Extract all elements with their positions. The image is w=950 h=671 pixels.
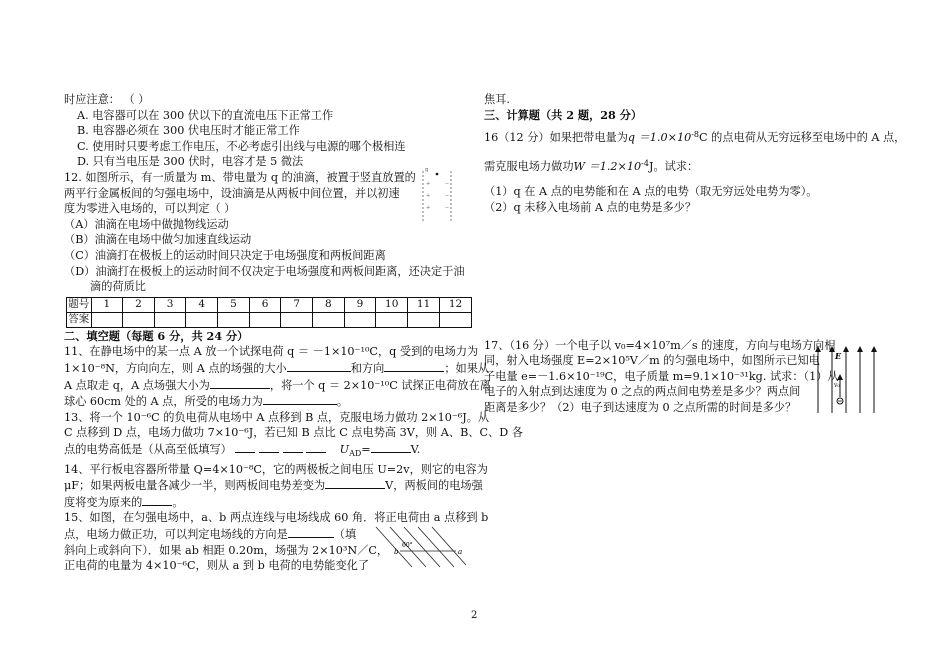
minus-sign: − — [445, 193, 450, 199]
minus-sign: − — [445, 205, 450, 211]
answer-cell[interactable] — [249, 312, 281, 327]
q14-text-a: μF；如果两板电量各减少一半，则两板间电势差变为 — [64, 479, 326, 493]
q13-blank-2[interactable] — [259, 441, 279, 453]
plus-sign: + — [426, 181, 431, 187]
q16-text-b: C 的点电荷从无穷远移至电场中的 A 点， — [699, 131, 906, 145]
q13-text-a: 点的电势高低是（从高至低填写） — [64, 442, 232, 456]
answer-cell[interactable] — [376, 312, 408, 327]
answer-cell[interactable] — [218, 312, 250, 327]
q14-line2 — [64, 477, 483, 494]
q12-option-d: （D）油滴打在极板上的运动时间不仅决定于电场强度和两板间距离，还决定于油 — [64, 264, 465, 278]
q11-text-g: 。 — [336, 395, 349, 409]
table-number-cell: 1 — [91, 297, 123, 312]
table-number-cell: 7 — [281, 297, 313, 312]
q16-line1 — [484, 127, 904, 146]
q16-part2: （2）q 未移入电场前 A 点的电势是多少？ — [484, 200, 697, 214]
answer-table-row-answers — [67, 312, 472, 327]
q15-text-a: 点，电场力做正功，可以判定电场线的方向是 — [64, 528, 288, 542]
q11-text-a: 1×10⁻⁸N，方向向左，则 A 点的场强的大小 — [64, 361, 287, 375]
q12-option-a: （A）油滴在电场中做抛物线运动 — [64, 217, 229, 231]
q11-line1: 11、在静电场中的某一点 A 放一个试探电荷 q ＝ －1×10⁻¹⁰C，q 受到的电场力为 — [64, 345, 479, 359]
q11-blank-force[interactable] — [263, 393, 337, 405]
q10-option-a: A. 电容器可以在 300 伏以下的直流电压下正常工作 — [77, 108, 334, 122]
q15-text-b: （填 — [333, 528, 357, 542]
q16-work-exp: -4 — [641, 158, 649, 168]
answer-cell[interactable] — [281, 312, 313, 327]
table-number-cell: 3 — [154, 297, 186, 312]
section3-title: 三、计算题（共 2 题，28 分） — [484, 107, 643, 122]
answer-cell[interactable] — [344, 312, 376, 327]
q17-line1: 17、（16 分）一个电子以 v₀=4×10⁷m／s 的速度，方向与电场方向相 — [484, 338, 836, 352]
answer-cell[interactable] — [408, 312, 440, 327]
table-header-answer: 答案 — [68, 313, 90, 326]
q12-option-b: （B）油滴在电场中做匀加速直线运动 — [64, 233, 252, 247]
q15-field-figure — [372, 525, 468, 569]
page-number: 2 — [471, 610, 478, 621]
angle-label: 60° — [402, 542, 413, 549]
q15-tail: 焦耳. — [484, 93, 510, 106]
q16-line2 — [484, 156, 904, 175]
q17-block — [484, 338, 839, 416]
q16-work: W ＝1.2×10 — [573, 159, 642, 173]
q16-part1: （1）q 在 A 点的电势能和在 A 点的电势（取无穷远处电势为零）。 — [484, 185, 818, 199]
q11-line4 — [64, 393, 472, 410]
table-number-cell: 9 — [344, 297, 376, 312]
field-line — [418, 527, 454, 567]
q12-plates-figure — [417, 165, 457, 223]
q15-line3: 斜向上或斜向下）．如果 ab 相距 0.20m，场强为 2×10³N／C， — [64, 543, 389, 557]
answer-table — [66, 297, 472, 328]
table-number-cell: 6 — [249, 297, 281, 312]
q14-line1: 14、平行板电容器所带量 Q=4×10⁻⁸C，它的两极板之间电压 U=2v，则它的电容为 — [64, 462, 488, 476]
q13-blank-uad[interactable] — [371, 441, 411, 453]
q15-blank-direction[interactable] — [288, 526, 334, 538]
plus-sign: + — [426, 205, 431, 211]
q17-line2: 同，射入电场强度 E=2×10⁵V／m 的匀强电场中，如图所示已知电 — [484, 354, 820, 368]
q10-option-c: C. 使用时只要考虑工作电压，不必考虑引出线与电源的哪个极相连 — [77, 139, 406, 153]
minus-sign: − — [445, 181, 450, 187]
field-e-label: E — [835, 351, 842, 361]
q11-text-c: ；如果从 — [444, 361, 490, 375]
q17-field-figure — [812, 343, 878, 415]
q13-blank-4[interactable] — [306, 441, 326, 453]
table-number-cell: 2 — [123, 297, 155, 312]
q12-option-c: （C）油滴打在极板上的运动时间只决定于电场强度和两板间距离 — [64, 248, 386, 262]
table-number-cell: 4 — [186, 297, 218, 312]
q12-q-label: q — [425, 167, 429, 173]
table-number-cell: 8 — [313, 297, 345, 312]
q14-text-b: V，两板间的电场强 — [385, 479, 483, 493]
q12-stem-line2: 两平行金属板间的匀强电场中，设油滴是从两板中间位置，并以初速 — [64, 186, 400, 200]
table-number-cell: 12 — [440, 297, 472, 312]
q11-text-b: 和方向 — [350, 361, 385, 375]
q14-text-c: 度将变为原来的 — [64, 495, 143, 509]
q14-blank-ratio[interactable] — [142, 494, 172, 506]
v0-label: v₀ — [834, 382, 840, 389]
q13-line3 — [64, 441, 472, 462]
q10-option-d: D. 只有当电压是 300 伏时，电容才是 5 微法 — [77, 155, 304, 169]
table-number-cell: 5 — [218, 297, 250, 312]
q13-uad-label: $U_{AD}=$ — [339, 442, 371, 459]
q15-line1: 15、如图，在匀强电场中，a、b 两点连线与电场线成 60 角．将正电荷由 a 点移到 b — [64, 511, 489, 525]
q11-text-d: A 点取走 q，A 点场强大小为 — [64, 378, 210, 392]
q15-line4: 正电荷的电量为 4×10⁻⁶C，则从 a 到 b 电荷的电势能变化了 — [64, 559, 370, 573]
point-b-label: b — [394, 548, 399, 556]
q13-blank-3[interactable] — [283, 441, 303, 453]
table-number-cell: 10 — [376, 297, 408, 312]
q12-stem-line1: 12. 如图所示，有一质量为 m、带电量为 q 的油滴，被置于竖直放置的 — [64, 170, 416, 184]
q16-text-d: J。试求： — [648, 159, 699, 173]
table-header-number: 题号 — [68, 298, 90, 311]
q14-line3 — [64, 494, 472, 511]
q17-line5: 距离是多少？（2）电子到达速度为 0 之点所需的时间是多少？ — [484, 400, 797, 414]
q16-charge-exp: -8 — [691, 130, 700, 140]
answer-cell[interactable] — [123, 312, 155, 327]
q14-blank-voltage[interactable] — [325, 477, 385, 489]
q12-stem-line3: 度为零进入电场的，可以判定（ ） — [64, 202, 236, 216]
q11-blank-magnitude[interactable] — [287, 360, 351, 372]
field-line — [432, 527, 466, 565]
answer-table-row-numbers — [67, 297, 472, 312]
q11-text-e: ，将一个 q ＝ 2×10⁻¹⁰C 试探正电荷放在离 — [269, 378, 491, 392]
q10-tail-line: 时应注意： （ ） — [64, 93, 150, 106]
q14-text-d: 。 — [172, 495, 184, 509]
answer-cell[interactable] — [186, 312, 218, 327]
q11-blank-direction[interactable] — [384, 360, 444, 372]
answer-cell[interactable] — [154, 312, 186, 327]
oil-drop — [436, 173, 439, 176]
answer-cell[interactable] — [313, 312, 345, 327]
q10-option-b: B. 电容器必须在 300 伏电压时才能正常工作 — [77, 124, 300, 138]
q13-line1: 13、将一个 10⁻⁶C 的负电荷从电场中 A 点移到 B 点，克服电场力做功 2×10⁻⁶J。从 — [64, 410, 490, 424]
q11-line2 — [64, 360, 490, 377]
answer-cell[interactable] — [91, 312, 123, 327]
q17-line4: 电子的入射点到达速度为 0 之点的两点间电势差是多少？两点间 — [484, 385, 801, 399]
q16-text-a: 16（12 分）如果把带电量为 — [484, 131, 628, 145]
q11-line3 — [64, 377, 491, 394]
q13-blank-1[interactable] — [235, 441, 255, 453]
plus-sign: + — [426, 193, 431, 199]
point-a-label: a — [458, 548, 463, 556]
table-number-cell: 11 — [408, 297, 440, 312]
answer-cell[interactable] — [440, 312, 472, 327]
q17-line3: 子电量 e=－1.6×10⁻¹⁹C，电子质量 m=9.1×10⁻³¹kg. 试求：（1）从 — [484, 369, 839, 383]
q16-charge: q ＝1.0×10 — [627, 131, 692, 145]
q11-text-f: 球心 60cm 处的 A 点，所受的电场力为 — [64, 395, 263, 409]
q13-text-unit: V. — [410, 442, 421, 456]
q12-option-d-cont: 滴的荷质比 — [90, 280, 146, 294]
q13-line2: C 点移到 D 点，电场力做功 7×10⁻⁶J，若已知 B 点比 C 点电势高 3V，则 A、B、C、D 各 — [64, 426, 523, 440]
q16-text-c: 需克服电场力做功 — [484, 159, 574, 173]
section2-title: 二、填空题（每题 6 分，共 24 分） — [64, 328, 249, 343]
q11-blank-field-after[interactable] — [210, 377, 270, 389]
